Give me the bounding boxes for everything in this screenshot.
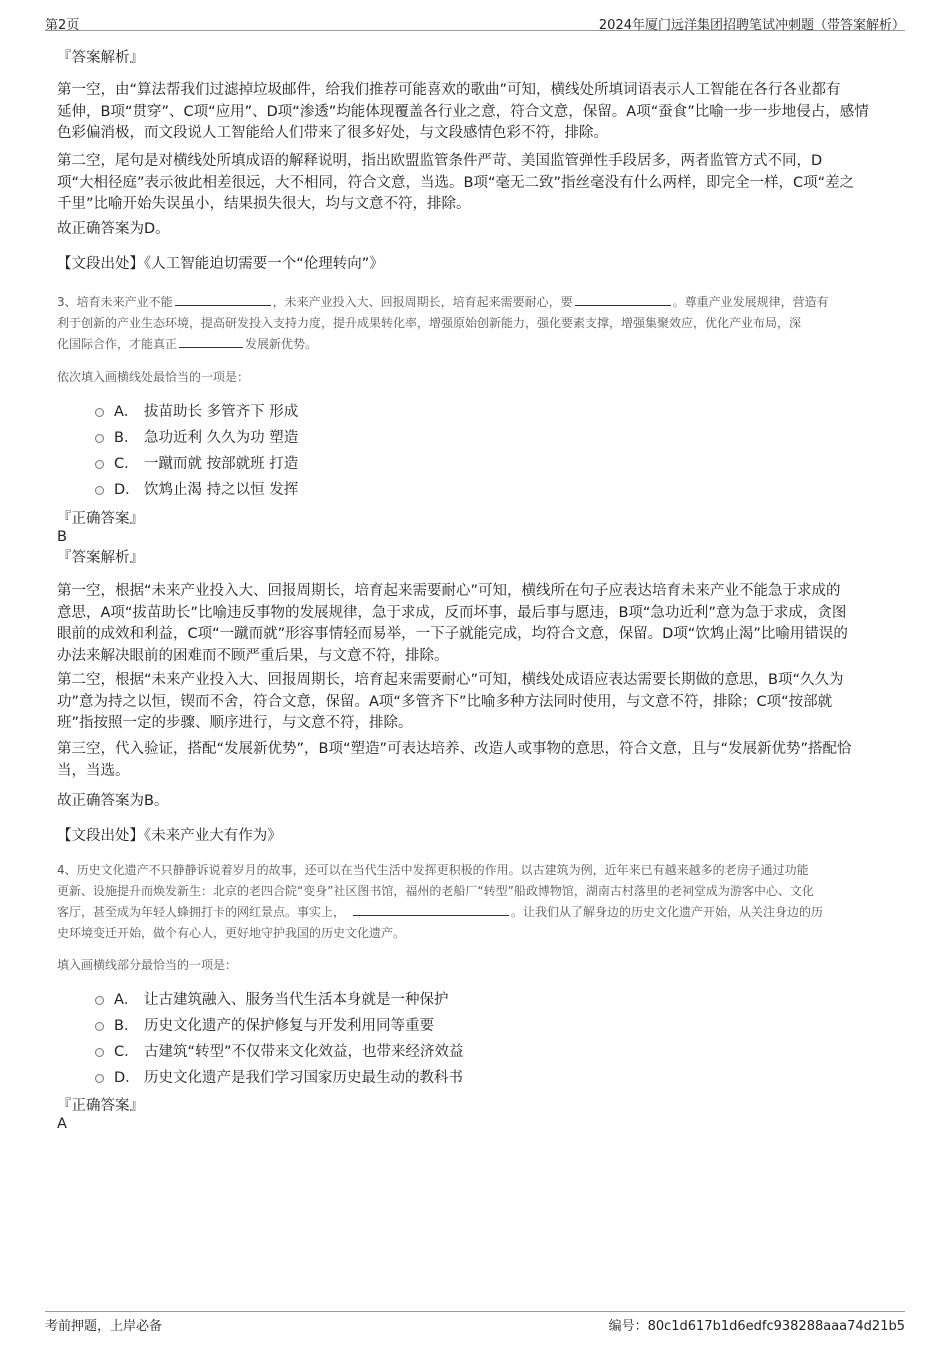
q4-answer-label: 『正确答案』 (57, 1098, 144, 1114)
text-line: 班”指按照一定的步骤、顺序进行，与文意不符，排除。 (57, 715, 413, 731)
q3-option-b[interactable]: B． 急功近利 久久为功 塑造 (95, 428, 298, 448)
q4-prompt: 填入画横线部分最恰当的一项是： (57, 958, 238, 972)
radio-button[interactable] (95, 1048, 104, 1057)
radio-button[interactable] (95, 486, 104, 495)
page-header (45, 10, 905, 31)
text-line: 第二空，尾句是对横线处所填成语的解释说明，指出欧盟监管条件严苛、美国监管弹性手段居多，两者监管方式不同，D (57, 153, 823, 169)
text-line: 4、历史文化遗产不只静静诉说着岁月的故事，还可以在当代生活中发挥更积极的作用。以古建筑为例，近年来已有越来越多的老房子通过功能 (57, 863, 809, 877)
footer-slogan: 考前押题，上岸必备 (45, 1319, 163, 1334)
text-line: 更新、设施提升而焕发新生：北京的老四合院“变身”社区图书馆，福州的老船厂“转型”船政博物馆，湖南古村落里的老祠堂成为游客中心、文化 (57, 884, 814, 898)
radio-button[interactable] (95, 1022, 104, 1031)
text-line: 意思，A项“拔苗助长”比喻违反事物的发展规律，急于求成，反而坏事，最后事与愿违，B项“急功近利”意为急于求成，贪图 (57, 604, 847, 621)
text-line: 第一空，由“算法帮我们过滤掉垃圾邮件，给我们推荐可能喜欢的歌曲”可知，横线处所填词语表示人工智能在各行各业都有 (57, 82, 841, 98)
page-number: 第2页 (45, 18, 80, 33)
text-line: 色彩偏消极，而文段说人工智能给人们带来了很多好处，与文段感情色彩不符，排除。 (57, 125, 608, 141)
q2-analysis-paragraph-1 (57, 80, 892, 145)
q4-option-c[interactable]: C． 古建筑“转型”不仅带来文化效益，也带来经济效益 (95, 1042, 464, 1062)
q3-answer: B (57, 529, 67, 545)
q4-option-a[interactable]: A． 让古建筑融入、服务当代生活本身就是一种保护 (95, 990, 449, 1010)
page-footer (45, 1311, 905, 1334)
q3-stem (57, 292, 892, 355)
q2-conclusion: 故正确答案为D。 (57, 221, 170, 237)
text-line: 项“大相径庭”表示彼此相差很远，大不相同，符合文意，当选。B项“毫无二致”指丝毫没有什么两样，即完全一样，C项“差之 (57, 174, 855, 191)
text-line: 眼前的成效和利益，C项“一蹴而就”形容事情轻而易举，一下子就能完成，均符合文意，保留。D项“饮鸩止渴”比喻用错误的 (57, 626, 848, 642)
q2-source: 【文段出处】《人工智能迫切需要一个“伦理转向”》 (57, 256, 384, 272)
q3-analysis-paragraph-2 (57, 670, 892, 735)
text-line: 化国际合作，才能真正 发展新优势。 (57, 337, 318, 351)
q4-option-b[interactable]: B． 历史文化遗产的保护修复与开发利用同等重要 (95, 1016, 434, 1036)
q3-source: 【文段出处】《未来产业大有作为》 (57, 828, 282, 844)
document-id: 编号：80c1d617b1d6edfc938288aaa74d21b5 (608, 1319, 905, 1334)
radio-button[interactable] (95, 460, 104, 469)
blank-line (575, 293, 671, 306)
q3-option-c[interactable]: C． 一蹴而就 按部就班 打造 (95, 454, 298, 474)
text-line: 利于创新的产业生态环境，提高研发投入支持力度，提升成果转化率，增强原始创新能力，强化要素支撑，增强集聚效应，优化产业布局，深 (57, 316, 802, 330)
text-line: 客厅，甚至成为年轻人蜂拥打卡的网红景点。事实上， 。让我们从了解身边的历史文化遗产开始，从关注身边的历 (57, 905, 824, 919)
text-line: 千里”比喻开始失误虽小，结果损失很大，均与文意不符，排除。 (57, 196, 471, 212)
q2-analysis-label: 『答案解析』 (57, 50, 144, 66)
blank-line (353, 903, 509, 916)
q3-prompt: 依次填入画横线处最恰当的一项是： (57, 370, 250, 384)
radio-button[interactable] (95, 434, 104, 443)
q3-answer-label: 『正确答案』 (57, 511, 144, 527)
q3-analysis-paragraph-1 (57, 581, 892, 667)
text-line: 第三空，代入验证，搭配“发展新优势”，B项“塑造”可表达培养、改造人或事物的意思，符合文意，且与“发展新优势”搭配恰 (57, 741, 852, 757)
document-title: 2024年厦门远洋集团招聘笔试冲刺题（带答案解析） (598, 18, 905, 33)
q3-analysis-label: 『答案解析』 (57, 550, 144, 566)
blank-line (175, 293, 271, 306)
text-line: 功”意为持之以恒，锲而不舍，符合文意，保留。A项“多管齐下”比喻多种方法同时使用，与文意不符，排除；C项“按部就 (57, 693, 833, 710)
q3-analysis-paragraph-3 (57, 739, 892, 782)
radio-button[interactable] (95, 408, 104, 417)
radio-button[interactable] (95, 1074, 104, 1083)
radio-button[interactable] (95, 996, 104, 1005)
q3-option-a[interactable]: A． 拔苗助长 多管齐下 形成 (95, 402, 298, 422)
text-line: 延伸，B项“贯穿”、C项“应用”、D项“渗透”均能体现覆盖各行业之意，符合文意，保留。A项“蚕食”比喻一步一步地侵占，感情 (57, 103, 869, 120)
blank-line (179, 335, 243, 348)
q4-option-d[interactable]: D． 历史文化遗产是我们学习国家历史最生动的教科书 (95, 1068, 463, 1088)
q4-answer: A (57, 1116, 67, 1132)
text-line: 3、培育未来产业不能 ，未来产业投入大、回报周期长，培育起来需要耐心，要 。尊重产业发展规律，营造有 (57, 295, 829, 309)
text-line: 第二空，根据“未来产业投入大、回报周期长，培育起来需要耐心”可知，横线处成语应表达需要长期做的意思，B项“久久为 (57, 672, 844, 688)
text-line: 第一空，根据“未来产业投入大、回报周期长，培育起来需要耐心”可知，横线所在句子应表达培育未来产业不能急于求成的 (57, 583, 841, 599)
text-line: 当，当选。 (57, 762, 130, 779)
q3-option-d[interactable]: D． 饮鸩止渴 持之以恒 发挥 (95, 480, 298, 500)
q3-conclusion: 故正确答案为B。 (57, 793, 169, 809)
q2-analysis-paragraph-2 (57, 151, 892, 216)
text-line: 办法来解决眼前的困难而不顾严重后果，与文意不符，排除。 (57, 647, 449, 664)
text-line: 史环境变迁开始，做个有心人，更好地守护我国的历史文化遗产。 (57, 926, 406, 940)
q4-stem (57, 860, 892, 944)
